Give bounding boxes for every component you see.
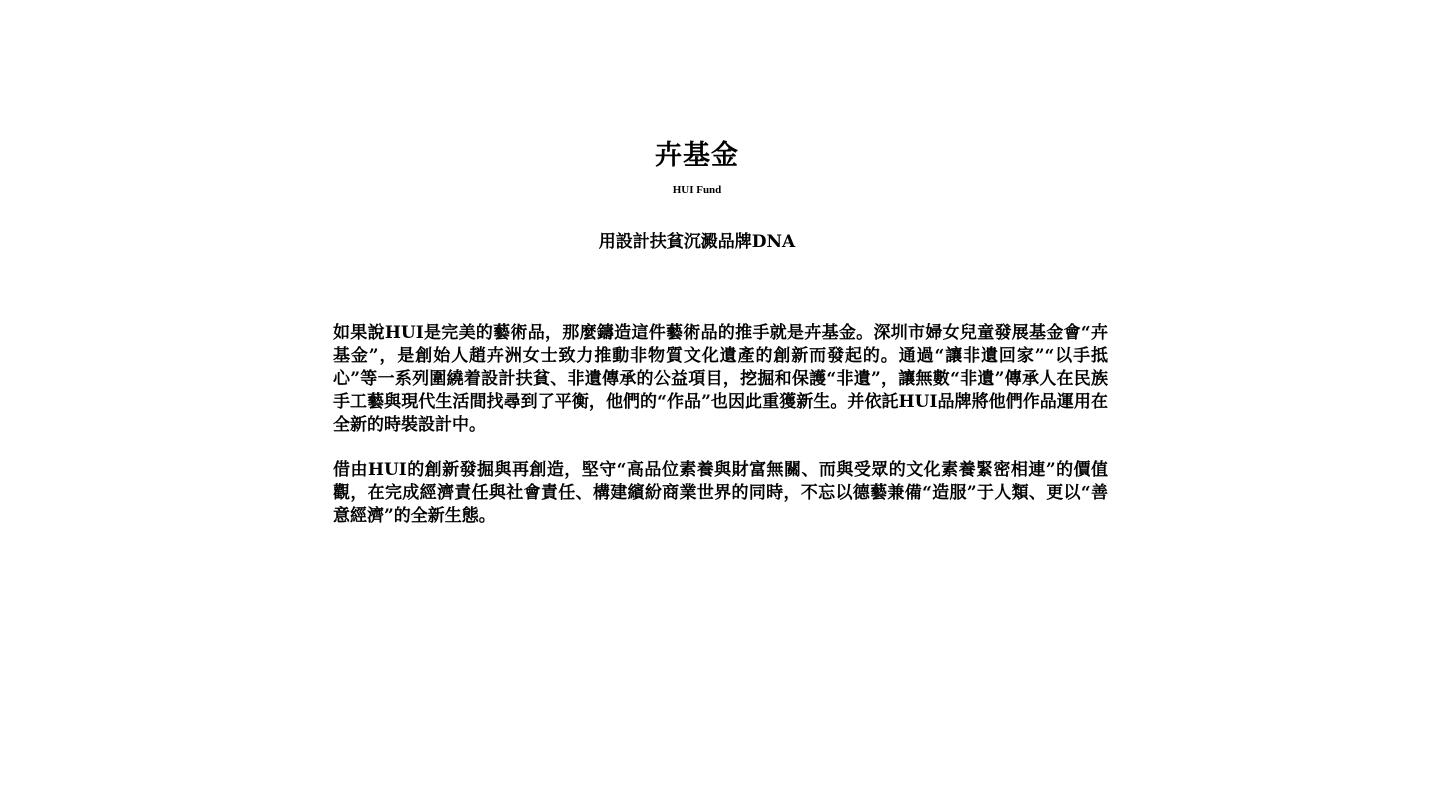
paragraph-values: 借由HUI的創新發掘與再創造，堅守“高品位素養與財富無關、而與受眾的文化素養緊密相連”的價值觀，在完成經濟責任與社會責任、構建繽紛商業世界的同時，不忘以德藝兼備“造服”于人類、更以“善意經濟”的全新生態。 bbox=[333, 460, 1108, 526]
header bbox=[0, 136, 1394, 254]
page-subtitle: HUI Fund bbox=[672, 184, 722, 196]
paragraph-intro: 如果說HUI是完美的藝術品，那麼鑄造這件藝術品的推手就是卉基金。深圳市婦女兒童發展基金會“卉基金”，是創始人趙卉洲女士致力推動非物質文化遺產的創新而發起的。通過“讓非遺回家”“以手抵心”等一系列圍繞着設計扶貧、非遺傳承的公益項目，挖掘和保護“非遺”，讓無數“非遺”傳承人在民族手工藝與現代生活間找尋到了平衡，他們的“作品”也因此重獲新生。并依託HUI品牌將他們作品運用在全新的時裝設計中。 bbox=[333, 323, 1108, 435]
tagline: 用設計扶貧沉澱品牌DNA bbox=[598, 232, 796, 252]
page-title: 卉基金 bbox=[655, 140, 739, 171]
body-text bbox=[333, 322, 1108, 550]
